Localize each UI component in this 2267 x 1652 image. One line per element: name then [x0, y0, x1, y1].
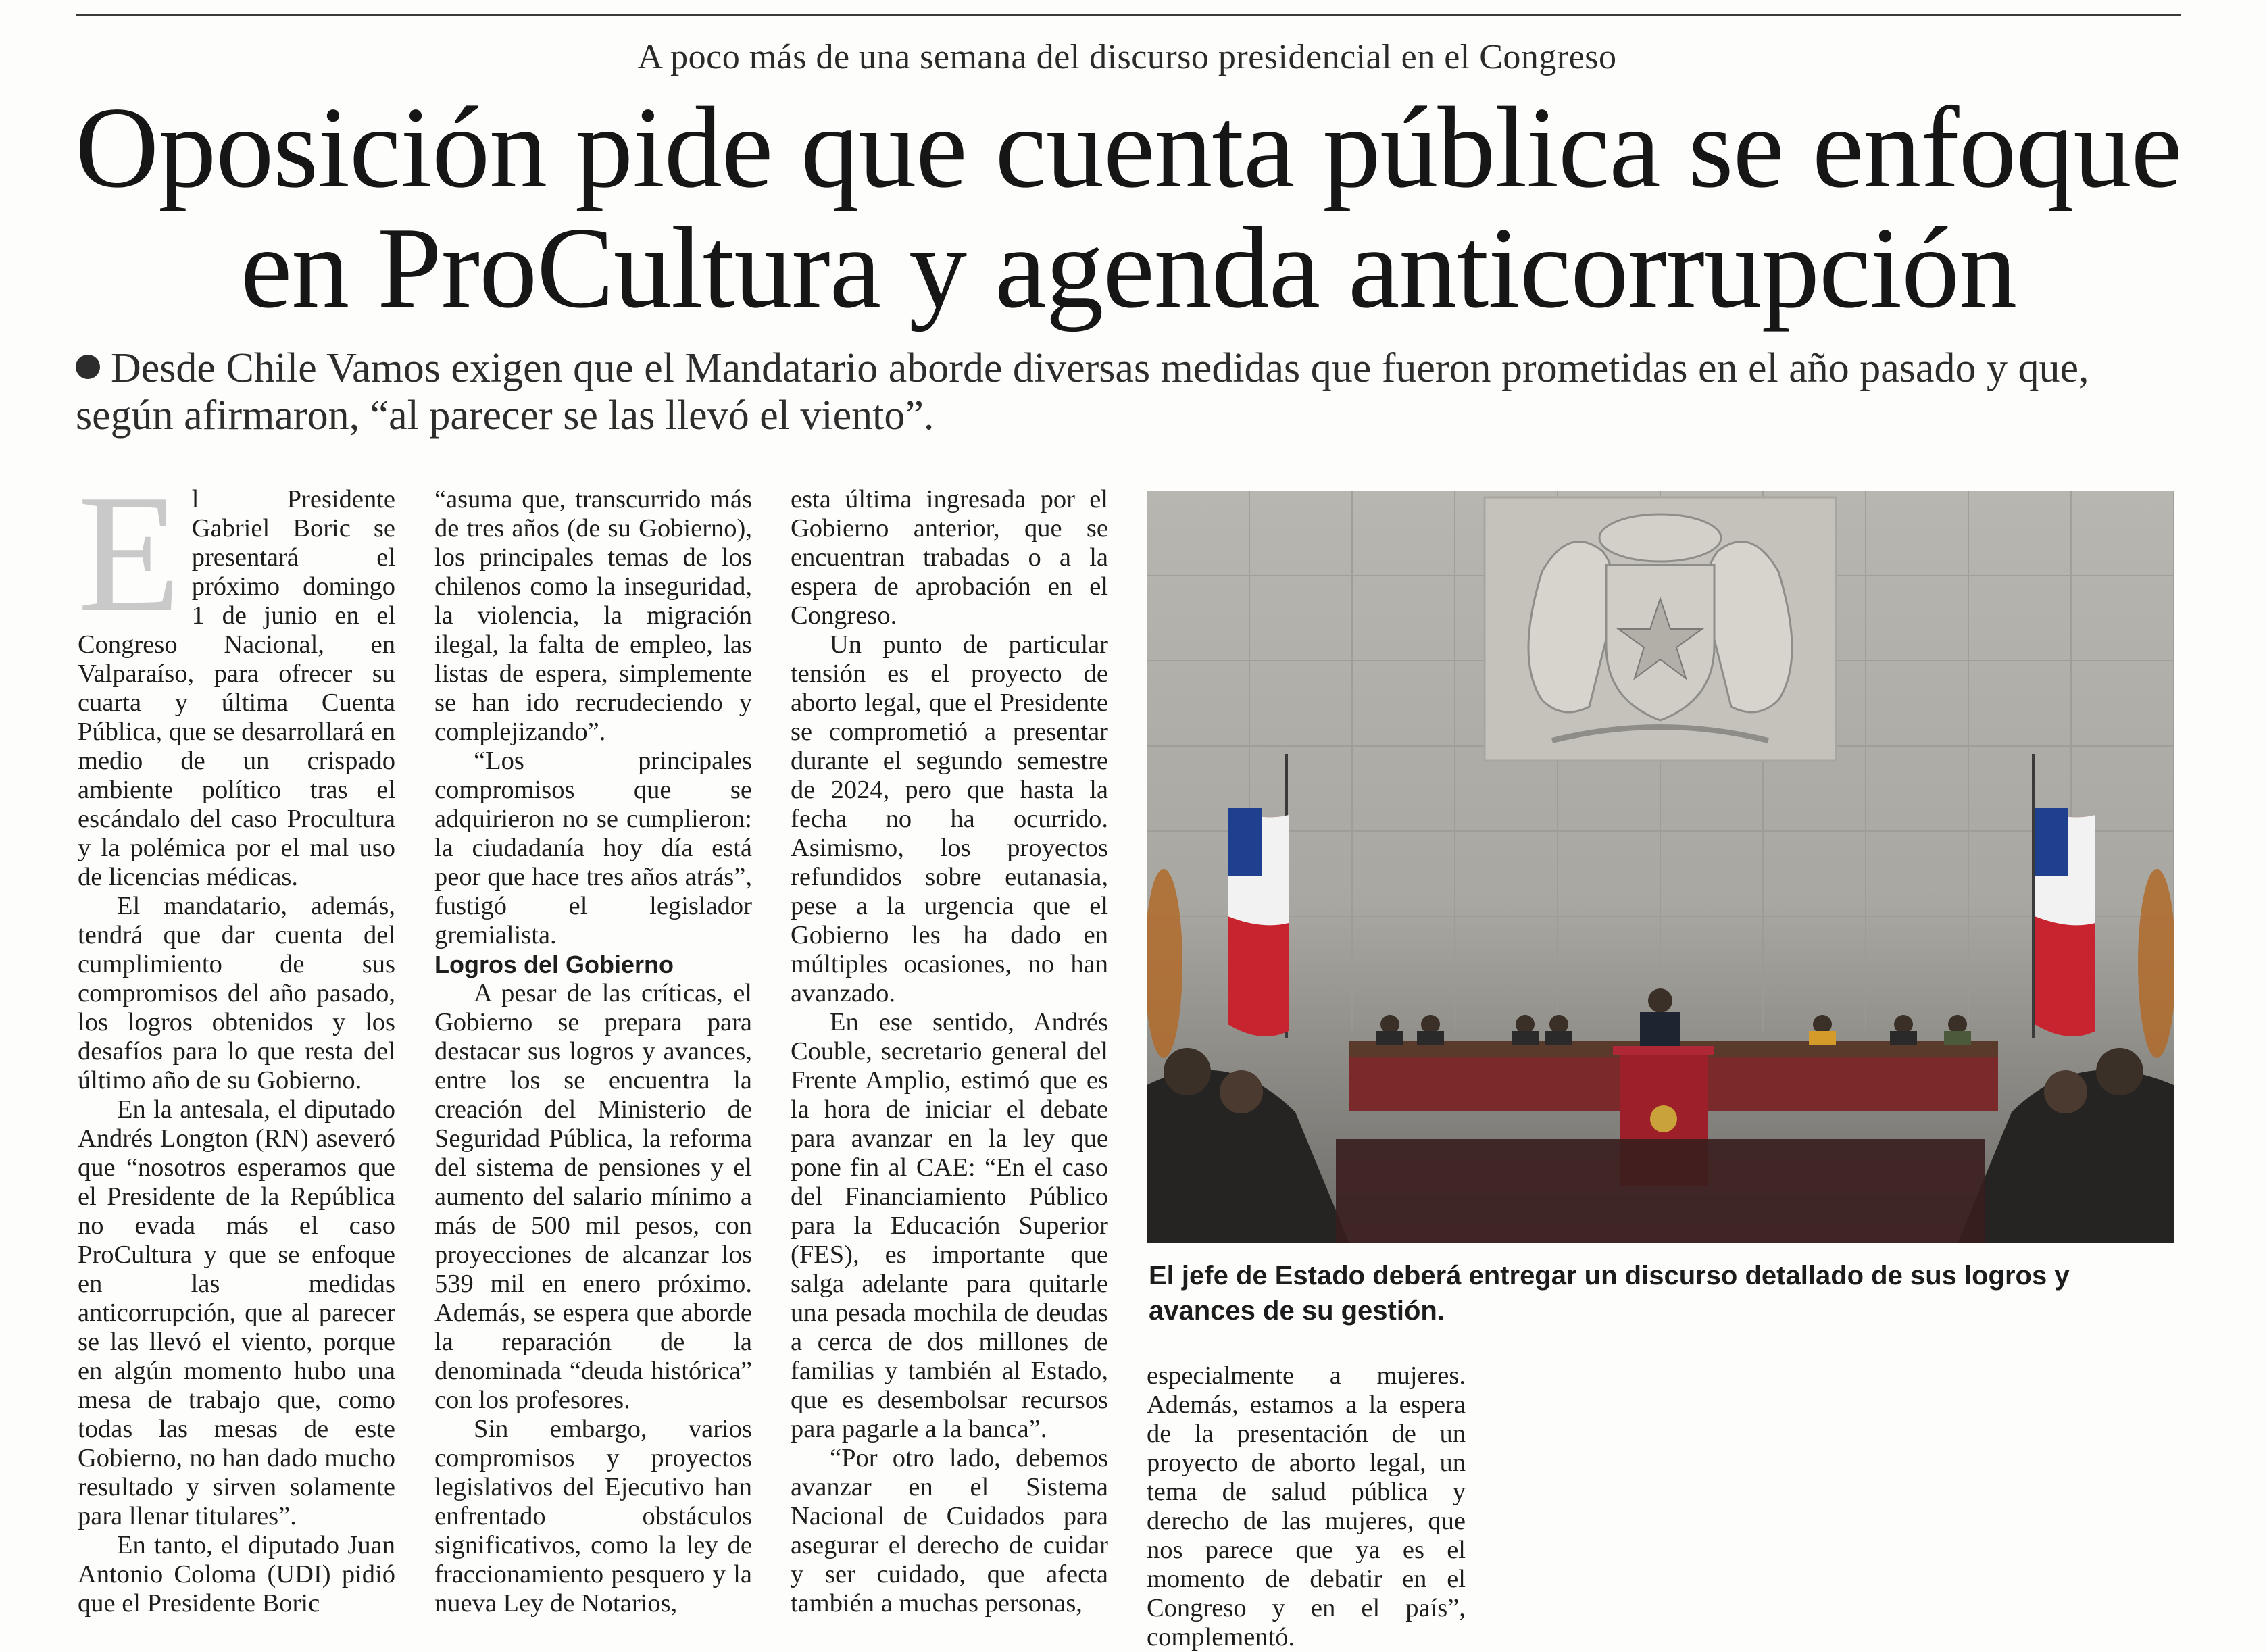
paragraph: “Los principales compromisos que se adquirieron no se cumplieron: la ciudadanía hoy día está peor que hace tres años atrás”, fustigó el legislador gremialista.: [434, 747, 752, 949]
column-2: [434, 485, 752, 1618]
drop-cap: E: [78, 460, 181, 647]
paragraph: En ese sentido, Andrés Couble, secretario general del Frente Amplio, estimó que es la hora de iniciar el debate para avanzar en la ley que pone fin al CAE: “En el caso del Financiamiento Público para la Educación Superior (FES), es importante que salga adelante para quitarle una pesada mochila de deudas a cerca de dos millones de familias y también al Estado, que es desembolsar recursos para pagarle a la banca”.: [791, 1008, 1108, 1443]
paragraph: [78, 460, 395, 892]
headline-line-1: Oposición pide que cuenta pública se enfoque: [75, 84, 2182, 212]
summary-text: Desde Chile Vamos exigen que el Mandatario aborde diversas medidas que fueron prometidas en el año pasado y que, según afirmaron, “al parecer se las llevó el viento”.: [76, 345, 2089, 439]
paragraph: “Por otro lado, debemos avanzar en el Sistema Nacional de Cuidados para asegurar el derecho de cuidar y ser cuidado, que afecta también a muchas personas,: [791, 1444, 1108, 1618]
headline: [41, 84, 2216, 332]
paragraph: especialmente a mujeres. Además, estamos a la espera de la presentación de un proyecto de aborto legal, un tema de salud pública y derecho de las mujeres, que nos parece que ya es el momento de debatir en el Congreso y en el país”, complementó.: [1147, 1361, 1466, 1651]
headline-line-2: en ProCultura y agenda anticorrupción: [240, 204, 2017, 332]
paragraph: esta última ingresada por el Gobierno anterior, que se encuentran trabadas o a la espera de aprobación en el Congreso.: [791, 485, 1108, 630]
paragraph: En tanto, el diputado Juan Antonio Coloma (UDI) pidió que el Presidente Boric: [78, 1531, 395, 1618]
paragraph: En la antesala, el diputado Andrés Longton (RN) aseveró que “nosotros esperamos que el Presidente de la República no evada más el caso ProCultura y que se enfoque en las medidas anticorrupción, que al parecer se las llevó el viento, porque en algún momento hubo una mesa de trabajo que, como todas las mesas de este Gobierno, no han dado mucho resultado y sirven solamente para llenar titulares”.: [78, 1095, 395, 1530]
paragraph-text: l Presidente Gabriel Boric se presentará el próximo domingo 1 de junio en el Congreso Nacional, en Valparaíso, para ofrecer su cuarta y última Cuenta Pública, que se desarrollará en medio de un crispado ambiente político tras el escándalo del caso Procultura y la polémica por el mal uso de licencias médicas.: [78, 485, 395, 891]
bullet-icon: [76, 355, 100, 379]
column-1: [78, 460, 395, 1618]
paragraph: A pesar de las críticas, el Gobierno se prepara para destacar sus logros y avances, entre los se encuentra la creación del Ministerio de Seguridad Pública, la reforma del sistema de pensiones y el aumento del salario mínimo a más de 500 mil pesos, con proyecciones de alcanzar los 539 mil en enero próximo. Además, se espera que aborde la reparación de la denominada “deuda histórica” con los profesores.: [434, 979, 752, 1414]
paragraph: El mandatario, además, tendrá que dar cuenta del cumplimiento de sus compromisos del año pasado, los logros obtenidos y los desafíos para lo que resta del último año de su Gobierno.: [78, 892, 395, 1095]
coat-of-arms-relief: [1485, 497, 1836, 761]
kicker: A poco más de una semana del discurso presidencial en el Congreso: [637, 38, 1617, 76]
summary: [76, 345, 2184, 439]
paragraph: Un punto de particular tensión es el proyecto de aborto legal, que el Presidente se comprometió a presentar durante el segundo semestre de 2024, pero que hasta la fecha no ha ocurrido. Asimismo, los proyectos refundidos sobre eutanasia, pese a la urgencia que el Gobierno les ha dado en múltiples ocasiones, no han avanzado.: [791, 630, 1108, 1007]
congress-photo-illustration: [1147, 491, 2174, 1243]
photo-caption: El jefe de Estado deberá entregar un discurso detallado de sus logros y avances de su gestión.: [1149, 1261, 2070, 1326]
paragraph: Sin embargo, varios compromisos y proyectos legislativos del Ejecutivo han enfrentado obstáculos significativos, como la ley de fraccionamiento pesquero y la nueva Ley de Notarios,: [434, 1415, 752, 1618]
section-subhead: Logros del Gobierno: [434, 951, 674, 978]
paragraph: “asuma que, transcurrido más de tres años (de su Gobierno), los principales temas de los chilenos como la inseguridad, la violencia, la migración ilegal, la falta de empleo, las listas de espera, simplemente se han ido recrudeciendo y complejizando”.: [434, 485, 752, 746]
column-4: [1147, 1361, 1466, 1652]
column-3: [791, 485, 1108, 1618]
top-rule: [76, 14, 2181, 16]
congress-photo: [1147, 491, 2174, 1243]
